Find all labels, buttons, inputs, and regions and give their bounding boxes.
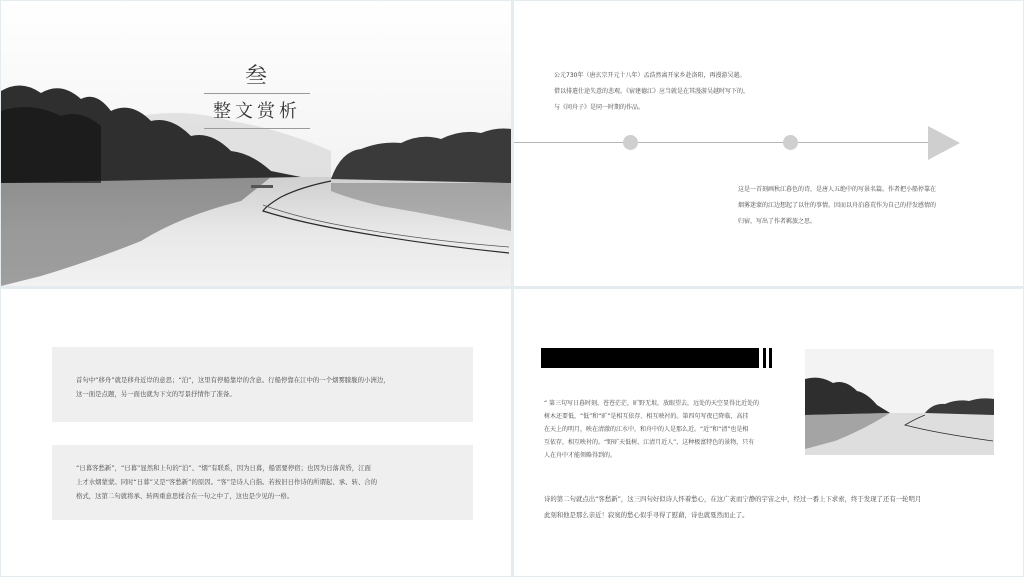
text-box-2-content [76,461,377,503]
timeline-line [514,142,934,143]
quote-line: 互依存，相互映衬的。“野旷天低树，江清月近人”，这种极富特色的景物，只有 [544,439,755,446]
quote-line: 树木还要低，“低”和“旷”是相互依存、相互映衬的。第四句写夜已降临，高挂 [544,413,749,420]
box-line: 上才水烟蒙蒙。同时“日暮”又是“客愁新”的原因。“客”是诗人自指。若按旧日作诗的所谓起、承、转、合的 [76,478,378,486]
box-line: “日暮客愁新”，“日暮”显然和上句的“泊”、“烟”有联系，因为日暮，船需要停宿；也因为日落黄昏，江面 [76,464,371,472]
intro-line: 与《问舟子》是同一时期的作品。 [554,104,645,111]
timeline-dot [783,135,798,150]
accent-bar [769,348,772,368]
intro-line: 借以排遣仕途失意的悲观。《宿建德江》应当就是在其漫游吴越时写下的， [554,88,750,95]
section-number: 叁 [244,64,269,89]
box-line: 这一面是点题，另一面也就为下文的写景抒情作了准备。 [76,390,236,398]
accent-bar [763,348,766,368]
bottom-line: 此刻和他是那么亲近！寂寞的愁心似乎寻得了慰藉，诗也就戛然而止了。 [544,511,749,519]
lake-landscape-image [1,1,511,286]
note-line: 烟雾迷蒙的江边想起了以往的事情。因而以舟泊暮荒作为自己的抒发感情的 [738,202,937,209]
intro-line: 公元730年（唐玄宗开元十八年）孟浩然离开家乡赴洛阳，再漫游吴越。 [554,72,746,79]
note-line: 这是一首刻画秋江暮色的诗，是唐人五绝中的写景名篇。作者把小船停靠在 [738,186,937,193]
section-title: 整文赏析 [213,101,301,122]
title-divider-top [204,93,310,94]
slide-title [1,1,511,286]
quote-line: “ 第三句写日暮时刻，苍苍茫茫，旷野无垠，放眼望去，远处的天空显得比近处的 [544,400,760,407]
quote-paragraph [544,397,759,462]
box-line: 格式，这第二句就将承、转两重意思揉合在一句之中了，这也是少见的一格。 [76,492,294,500]
quote-line: 在天上的明月，映在清澈的江水中，和舟中的人是那么近。“近”和“清”也是相 [544,426,749,433]
slide-analysis [1,289,511,576]
slide-timeline [514,1,1023,286]
title-divider-bottom [204,128,310,129]
note-paragraph [738,182,936,230]
quote-line: 人在舟中才能领略得到的。 [544,452,617,459]
bottom-paragraph [544,491,921,523]
black-title-bar [541,348,759,368]
timeline-dot [623,135,638,150]
slide-commentary [514,289,1023,576]
intro-paragraph [554,68,749,116]
text-box-1-content [76,373,390,401]
lake-thumbnail-image [805,349,994,455]
bottom-line: 诗的第二句就点出“客愁新”，这三四句好似诗人怀着愁心，在这广袤而宁静的宇宙之中，经过一番上下求索，终于发现了还有一轮明月 [544,495,922,503]
note-line: 归宿，写出了作者羁旅之思。 [738,218,817,225]
box-line: 首句中“移舟”就是移舟近岸的意思；“泊”，这里有停船靠岸的含意。行船停靠在江中的一个烟雾朦胧的小洲边， [76,376,390,384]
timeline-arrow-icon [928,126,960,160]
